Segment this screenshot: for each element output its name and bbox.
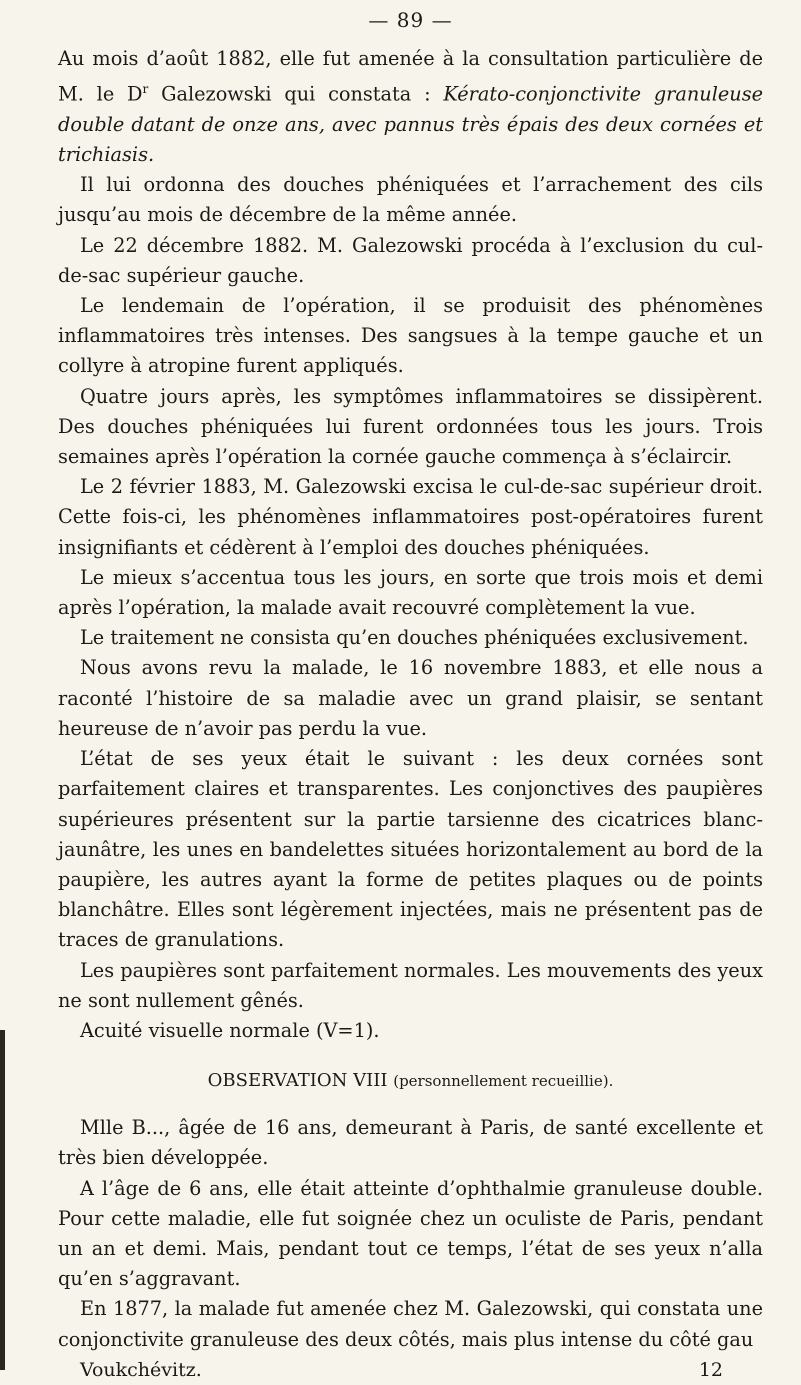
text-run: Le 2 février 1883, M. Galezowski excisa le cul-de-sac supérieur droit. Cette fois-ci, les phénomènes inflammatoires post-opératoires furent insignifiants et cédèrent à l’emploi des douches phéniquées. [58,475,763,559]
text-run: Nous avons revu la malade, le 16 novembre 1883, et elle nous a raconté l’histoire de sa maladie avec un grand plaisir, se sentant heureuse de n’avoir pas perdu la vue. [58,656,763,740]
paragraph [58,563,763,623]
page-edge-shadow [0,1030,5,1370]
text-run: Le traitement ne consista qu’en douches phéniquées exclusivement. [80,626,749,650]
text-run: Les paupières sont parfaitement normales. Les mouvements des yeux ne sont nullement gênés. [58,958,763,1012]
text-run: Mlle B..., âgée de 16 ans, demeurant à Paris, de santé excellente et très bien développée. [58,1116,763,1170]
observation-title: OBSERVATION VIII [207,1070,388,1092]
paragraph [58,291,763,382]
paragraph [58,472,763,563]
signature-mark: Voukchévitz. [80,1358,202,1381]
text-run: Acuité visuelle normale (V=1). [80,1018,380,1042]
text-run: Il lui ordonna des douches phéniquées et l’arrachement des cils jusqu’au mois de décembre de la même année. [58,173,763,227]
text-run: Le lendemain de l’opération, il se produisit des phénomènes inflammatoires très intenses. Des sangsues à la tempe gauche et un collyre à atropine furent appliqués. [58,294,763,378]
text-run: En 1877, la malade fut amenée chez M. Galezowski, qui constata une conjonctivite granuleuse des deux côtés, mais plus intense du côté gau [58,1297,763,1351]
paragraph [58,1113,763,1173]
paragraph [58,382,763,473]
text-run: Quatre jours après, les symptômes inflammatoires se dissipèrent. Des douches phéniquées lui furent ordonnées tous les jours. Trois semaines après l’opération la cornée gauche commença à s’éclaircir. [58,384,763,469]
text-run: Le 22 décembre 1882. M. Galezowski procéda à l’exclusion du cul-de-sac supérieur gauche. [58,233,763,287]
paragraph [58,744,763,955]
paragraph [58,231,763,291]
paragraph [58,956,763,1016]
paragraph [58,1174,763,1295]
text-run: Au mois d’août 1882, elle fut amenée à la consultation particulière de M. le D [58,47,763,106]
text-run: r [142,82,149,97]
text-run: A l’âge de 6 ans, elle était atteinte d’ophthalmie granuleuse double. Pour cette maladie, elle fut soignée chez un oculiste de Paris, pendant un an et demi. Mais, pendant tout ce temps, l’état de ses yeux n’alla qu’en s’aggravant. [58,1176,763,1291]
text-run: L’état de ses yeux était le suivant : les deux cornées sont parfaitement claires et transparentes. Les conjonctives des paupières supérieures présentent sur la partie tarsienne des cicatrices blanc-jaunâtre, les unes en bandelettes situées horizontalement au bord de la paupière, les autres ayant la forme de petites plaques ou de points blanchâtre. Elles sont légèrement injectées, mais ne présentent pas de traces de granulations. [58,747,763,952]
paragraph [58,1016,763,1046]
text-run: Kérato-conjonctivite granuleuse double datant de onze ans, avec pannus très épais des deux cornées et trichiasis. [58,82,764,167]
paragraph [58,170,763,230]
text-run: Galezowski qui constata : [148,82,444,106]
observation-vii-body [58,44,763,1046]
paragraph [58,653,763,744]
page-number: — 89 — [368,8,453,32]
gathering-number: 12 [698,1358,723,1381]
observation-heading [58,1070,763,1091]
paragraph [58,1294,763,1354]
paragraph [58,623,763,653]
book-page [58,8,764,1381]
observation-viii-body [58,1113,763,1355]
text-run: Le mieux s’accentua tous les jours, en sorte que trois mois et demi après l’opération, la malade avait recouvré complètement la vue. [58,565,763,620]
paragraph [58,44,763,170]
signature-line [58,1355,763,1385]
observation-subtitle: (personnellement recueillie). [393,1072,614,1091]
